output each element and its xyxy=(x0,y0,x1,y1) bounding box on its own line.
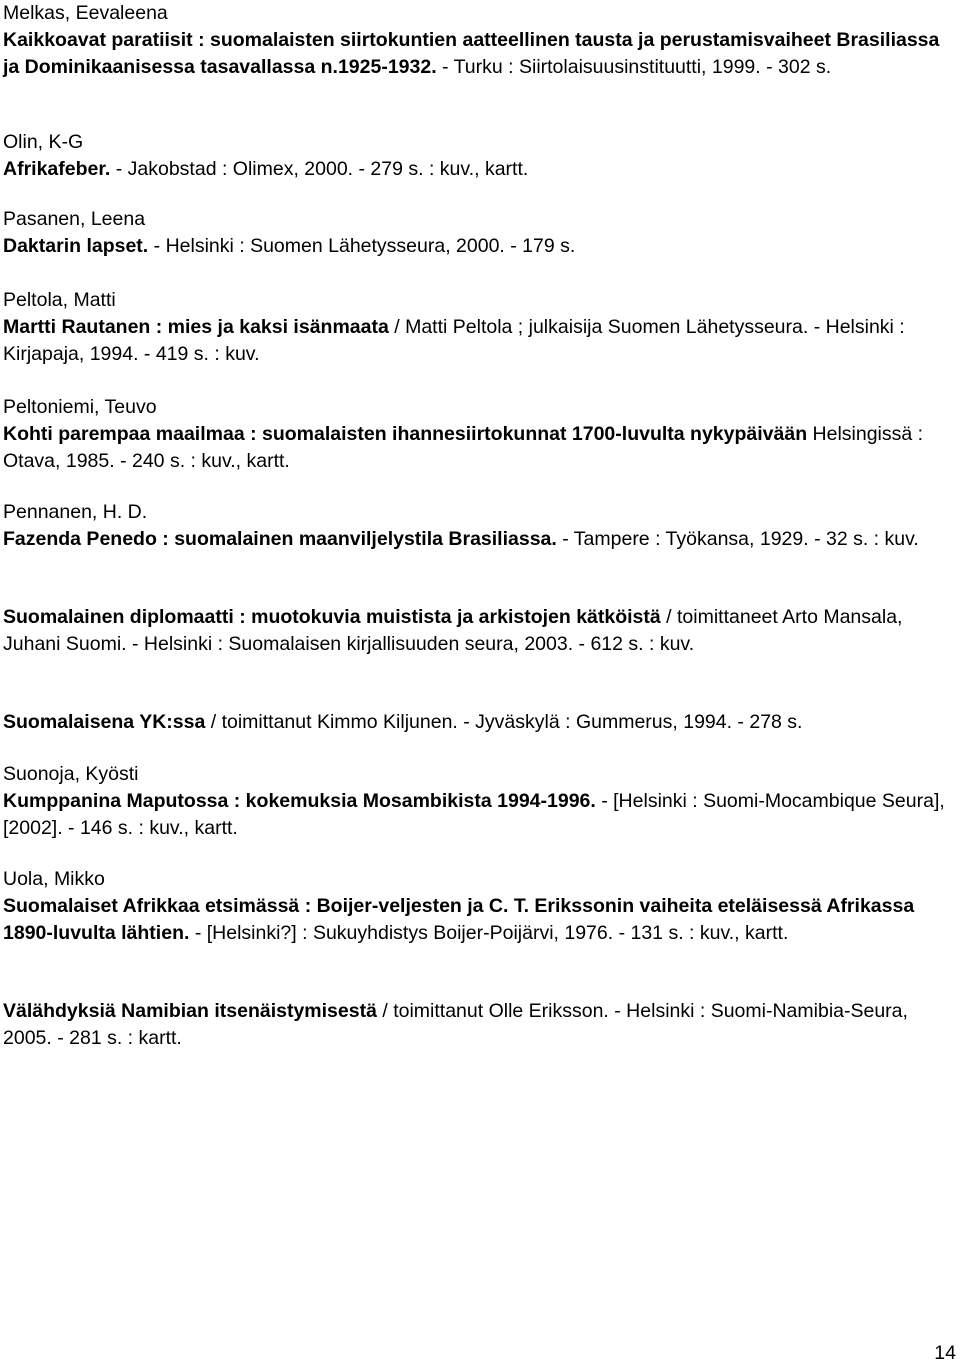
entry-publication-details: / toimittaneet Arto Mansala, Juhani Suomi. - Helsinki : Suomalaisen kirjallisuuden seura, 2003. - 612 s. : kuv. xyxy=(3,606,903,655)
entry-publication-details: / toimittanut Kimmo Kiljunen. - Jyväskylä : Gummerus, 1994. - 278 s. xyxy=(205,711,803,733)
entry-description xyxy=(3,998,957,1052)
entry-publication-details: - [Helsinki : Suomi-Mocambique Seura], [2002]. - 146 s. : kuv., kartt. xyxy=(3,789,945,839)
entry-author: Peltoniemi, Teuvo xyxy=(3,396,157,418)
entry-author: Melkas, Eevaleena xyxy=(3,2,168,24)
entry-title: Suomalaisena YK:ssa xyxy=(3,711,206,733)
entry-title: Kumppanina Maputossa : kokemuksia Mosambikista 1994-1996. xyxy=(3,789,596,812)
entry-title: Suomalaiset Afrikkaa etsimässä : Boijer-veljesten ja C. T. Erikssonin vaiheita eteläisessä Afrikassa 1890-luvulta lähtien. xyxy=(3,894,915,944)
entry-description xyxy=(3,788,957,842)
entry-title: Daktarin lapset. xyxy=(3,234,149,257)
entry-title: Välähdyksiä Namibian itsenäistymisestä xyxy=(3,1000,377,1022)
entry-title: Fazenda Penedo : suomalainen maanviljelystila Brasiliassa. xyxy=(3,527,557,550)
entry-title: Afrikafeber. xyxy=(3,157,111,180)
entry-description xyxy=(3,233,957,260)
entry-publication-details: - Tampere : Työkansa, 1929. - 32 s. : kuv. xyxy=(556,527,919,550)
entry-title: Kohti parempaa maailmaa : suomalaisten ihannesiirtokunnat 1700-luvulta nykypäivään xyxy=(3,422,808,445)
entry-publication-details: - Jakobstad : Olimex, 2000. - 279 s. : kuv., kartt. xyxy=(110,157,529,180)
entry-title: Martti Rautanen : mies ja kaksi isänmaata xyxy=(3,315,389,338)
bibliography-entry-pennanen xyxy=(3,499,957,553)
bibliography-entry-pasanen xyxy=(3,206,957,260)
entry-publication-details: - Helsinki : Suomen Lähetysseura, 2000. - 179 s. xyxy=(148,234,576,257)
entry-description xyxy=(3,314,957,368)
entry-description xyxy=(3,421,957,475)
entry-description xyxy=(3,604,957,658)
entry-author: Suonoja, Kyösti xyxy=(3,763,139,785)
entry-publication-details: / toimittanut Olle Eriksson. - Helsinki : Suomi-Namibia-Seura, 2005. - 281 s. : kartt. xyxy=(3,1000,908,1049)
entry-publication-details: - Turku : Siirtolaisuusinstituutti, 1999. - 302 s. xyxy=(436,55,832,78)
entry-publication-details: / Matti Peltola ; julkaisija Suomen Lähetysseura. - Helsinki : Kirjapaja, 1994. - 419 s. : kuv. xyxy=(3,315,905,365)
entry-title: Suomalainen diplomaatti : muotokuvia muistista ja arkistojen kätköistä xyxy=(3,606,661,628)
entry-description xyxy=(3,709,957,736)
entry-title: Kaikkoavat paratiisit : suomalaisten siirtokuntien aatteellinen tausta ja perustamisvaiheet Brasiliassa ja Dominikaanisessa tasavallassa n.1925-1932. xyxy=(3,28,940,78)
entry-author: Uola, Mikko xyxy=(3,868,105,890)
bibliography-entry-valahdyksia xyxy=(3,998,957,1052)
entry-author: Pasanen, Leena xyxy=(3,208,146,230)
entry-author: Olin, K-G xyxy=(3,131,84,153)
bibliography-entry-olin xyxy=(3,129,957,183)
bibliography-entry-peltola xyxy=(3,287,957,367)
bibliography-entry-suomalainen-diplomaatti xyxy=(3,604,957,658)
entry-author: Peltola, Matti xyxy=(3,289,116,311)
entry-description xyxy=(3,893,957,947)
bibliography-entry-peltoniemi xyxy=(3,394,957,474)
entry-description xyxy=(3,156,957,183)
entry-description xyxy=(3,27,957,81)
bibliography-entry-suonoja xyxy=(3,761,957,841)
bibliography-entry-uola xyxy=(3,866,957,946)
page-number: 14 xyxy=(934,1342,956,1364)
bibliography-entry-suomalaisena-yk xyxy=(3,709,957,736)
entry-publication-details: - [Helsinki?] : Sukuyhdistys Boijer-Poijärvi, 1976. - 131 s. : kuv., kartt. xyxy=(189,921,789,944)
entry-description xyxy=(3,526,957,553)
bibliography-entry-melkas xyxy=(3,0,957,80)
entry-author: Pennanen, H. D. xyxy=(3,501,148,523)
entry-publication-details: Helsingissä : Otava, 1985. - 240 s. : kuv., kartt. xyxy=(3,422,924,472)
